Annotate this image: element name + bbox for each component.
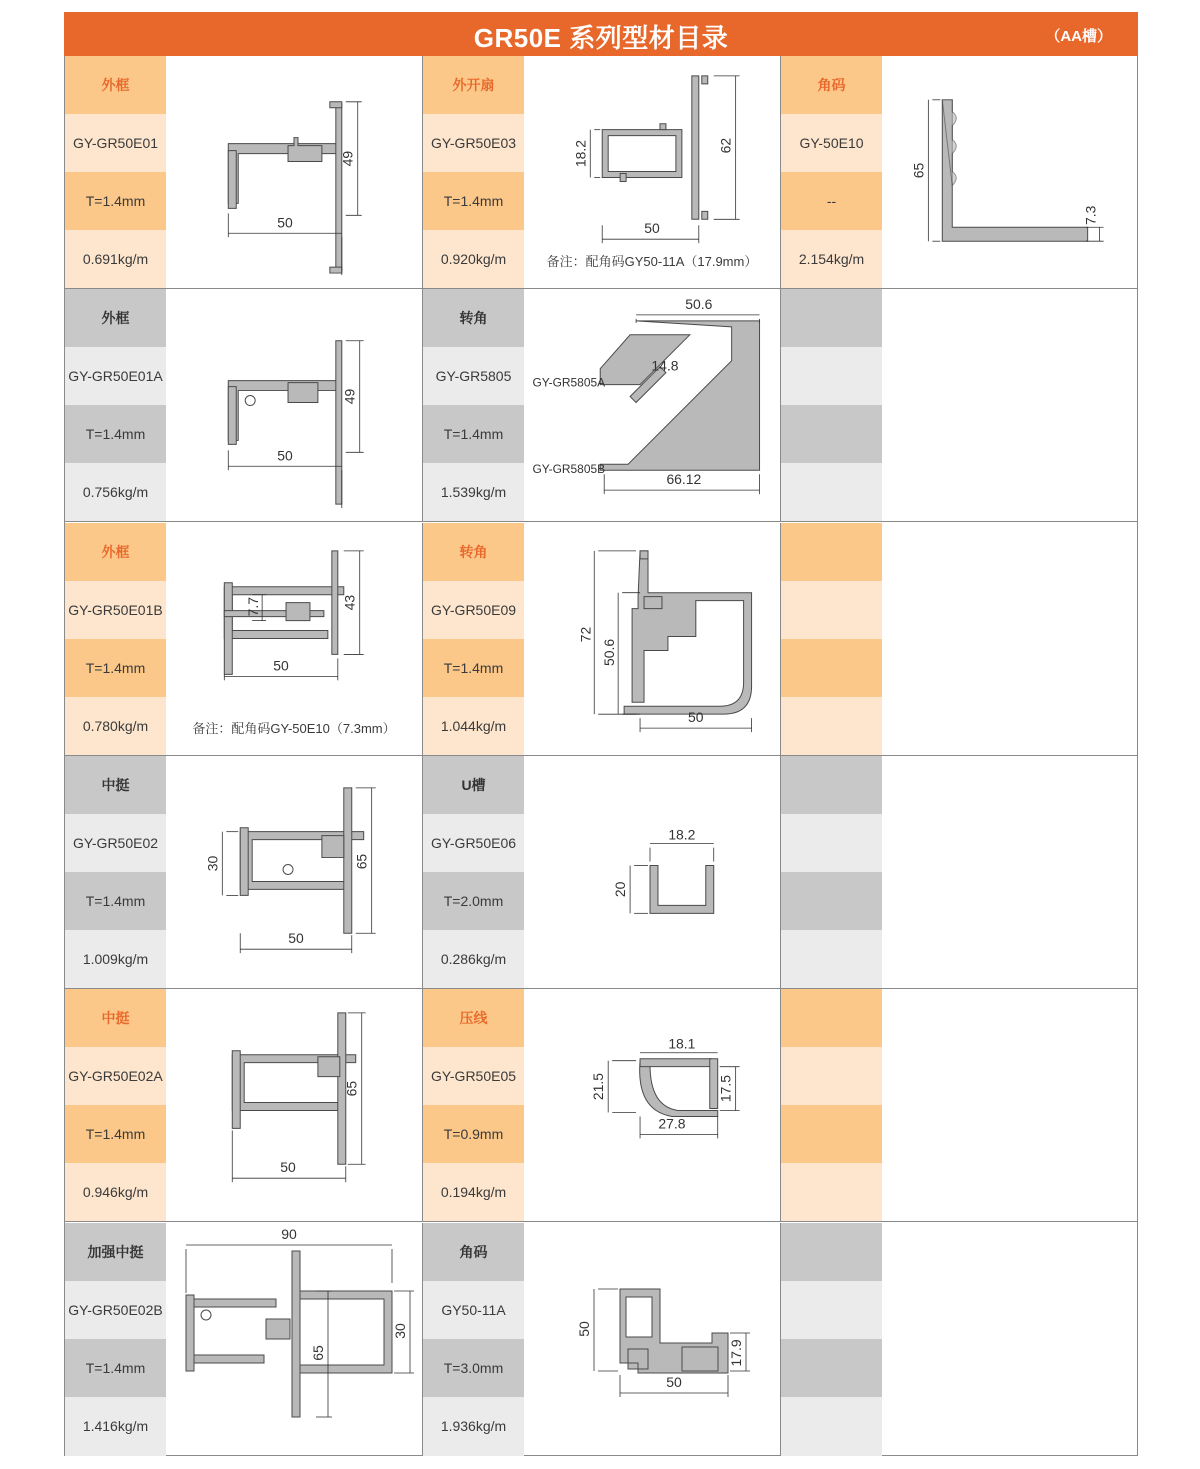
profile-drawing <box>882 989 1138 1221</box>
profile-thickness: T=1.4mm <box>423 172 524 230</box>
catalog-title: GR50E 系列型材目录 <box>473 23 729 53</box>
svg-text:30: 30 <box>204 855 221 872</box>
profile-drawing <box>166 1223 422 1456</box>
svg-text:49: 49 <box>341 389 358 405</box>
profile-weight <box>781 463 882 521</box>
profile-thickness: T=2.0mm <box>423 872 524 930</box>
svg-text:65: 65 <box>910 162 927 179</box>
profile-info <box>423 289 524 521</box>
profile-name <box>781 1223 882 1281</box>
profile-weight: 0.756kg/m <box>65 463 166 521</box>
profile-weight: 0.780kg/m <box>65 697 166 755</box>
profile-weight: 0.946kg/m <box>65 1163 166 1221</box>
svg-text:27.8: 27.8 <box>658 1115 686 1132</box>
profile-code: GY-GR50E06 <box>423 814 524 872</box>
svg-text:50: 50 <box>688 708 704 725</box>
profile-info <box>781 1223 882 1456</box>
profile-drawing <box>524 289 780 521</box>
profile-code: GY-GR50E02 <box>65 814 166 872</box>
profile-code <box>781 1047 882 1105</box>
svg-text:20: 20 <box>612 881 629 898</box>
profile-code <box>781 581 882 639</box>
svg-text:50: 50 <box>280 1159 296 1176</box>
profile-row <box>65 989 1137 1222</box>
profile-cell <box>781 289 1137 521</box>
svg-text:65: 65 <box>310 1344 326 1361</box>
profile-row <box>65 289 1137 522</box>
profile-name <box>781 289 882 347</box>
profile-section-diagram <box>166 989 422 1221</box>
profile-cell <box>781 756 1137 988</box>
profile-cell <box>781 1223 1137 1456</box>
svg-text:GY-GR5805B: GY-GR5805B <box>532 462 606 477</box>
profile-info <box>65 523 166 755</box>
profile-drawing <box>166 756 422 988</box>
profile-cell <box>65 756 423 988</box>
svg-text:66.12: 66.12 <box>666 471 702 488</box>
svg-text:18.2: 18.2 <box>668 826 696 843</box>
profile-name: 外开扇 <box>423 56 524 114</box>
profile-info <box>423 756 524 988</box>
svg-text:65: 65 <box>353 853 370 870</box>
svg-text:50: 50 <box>277 214 293 231</box>
profile-name: 中挺 <box>65 989 166 1047</box>
profile-drawing <box>524 523 780 755</box>
profile-name <box>781 989 882 1047</box>
profile-name: 转角 <box>423 289 524 347</box>
profile-name: 中挺 <box>65 756 166 814</box>
profile-cell <box>65 1223 423 1456</box>
profile-code: GY-GR50E01B <box>65 581 166 639</box>
profile-cell <box>423 1223 781 1456</box>
profile-name: 加强中挺 <box>65 1223 166 1281</box>
profile-info <box>781 756 882 988</box>
profile-drawing <box>882 1223 1138 1456</box>
profile-info <box>423 523 524 755</box>
profile-drawing <box>882 523 1138 755</box>
profile-cell <box>423 989 781 1221</box>
profile-name: 外框 <box>65 523 166 581</box>
catalog-header <box>64 12 1138 56</box>
profile-thickness: T=1.4mm <box>65 1105 166 1163</box>
svg-text:49: 49 <box>339 150 356 167</box>
profile-section-diagram <box>524 523 780 755</box>
profile-code <box>781 347 882 405</box>
profile-thickness: T=1.4mm <box>65 872 166 930</box>
profile-cell <box>781 523 1137 755</box>
profile-drawing <box>524 989 780 1221</box>
profile-drawing <box>166 989 422 1221</box>
profile-cell <box>65 989 423 1221</box>
profile-cell <box>423 56 781 288</box>
svg-text:14.8: 14.8 <box>651 357 679 374</box>
profile-name: 角码 <box>781 56 882 114</box>
profile-thickness: T=1.4mm <box>65 172 166 230</box>
profile-weight <box>781 1163 882 1221</box>
svg-text:90: 90 <box>281 1225 297 1242</box>
profile-drawing <box>524 756 780 988</box>
profile-code: GY-GR50E05 <box>423 1047 524 1105</box>
svg-text:18.2: 18.2 <box>572 140 589 168</box>
profile-row <box>65 756 1137 989</box>
profile-info <box>781 289 882 521</box>
profile-row <box>65 1223 1137 1456</box>
profile-thickness <box>781 872 882 930</box>
profile-cell <box>423 756 781 988</box>
profile-section-diagram <box>166 1223 422 1456</box>
profile-info <box>65 289 166 521</box>
profile-weight: 1.539kg/m <box>423 463 524 521</box>
profile-weight: 1.044kg/m <box>423 697 524 755</box>
profile-thickness: T=1.4mm <box>423 405 524 463</box>
profile-thickness: T=1.4mm <box>65 639 166 697</box>
profile-code: GY-GR50E02B <box>65 1281 166 1339</box>
profile-cell <box>65 523 423 755</box>
svg-text:7.7: 7.7 <box>245 596 262 616</box>
profile-code: GY-GR50E09 <box>423 581 524 639</box>
profile-section-diagram <box>166 56 422 288</box>
profile-code: GY50-11A <box>423 1281 524 1339</box>
profile-code: GY-GR5805 <box>423 347 524 405</box>
profile-section-diagram <box>166 289 422 521</box>
profile-section-diagram <box>524 989 780 1221</box>
profile-name: 外框 <box>65 289 166 347</box>
profile-name <box>781 756 882 814</box>
profile-cell <box>781 989 1137 1221</box>
profile-weight: 0.194kg/m <box>423 1163 524 1221</box>
profile-name: U槽 <box>423 756 524 814</box>
profile-thickness <box>781 405 882 463</box>
profile-info <box>423 989 524 1221</box>
profile-weight: 0.920kg/m <box>423 230 524 288</box>
profile-thickness <box>781 1105 882 1163</box>
profile-drawing <box>166 289 422 521</box>
profile-code: GY-GR50E01 <box>65 114 166 172</box>
svg-text:50: 50 <box>644 220 660 237</box>
profile-row <box>65 56 1137 289</box>
profile-info <box>781 523 882 755</box>
svg-text:18.1: 18.1 <box>668 1035 696 1052</box>
slot-type-tag: （AA槽） <box>1045 28 1112 45</box>
svg-text:50: 50 <box>277 447 293 464</box>
profile-thickness: T=0.9mm <box>423 1105 524 1163</box>
svg-text:65: 65 <box>343 1081 360 1097</box>
svg-text:50.6: 50.6 <box>685 296 713 313</box>
profile-weight: 0.691kg/m <box>65 230 166 288</box>
profile-name: 角码 <box>423 1223 524 1281</box>
profile-thickness: T=1.4mm <box>65 1339 166 1397</box>
profile-thickness: T=3.0mm <box>423 1339 524 1397</box>
profile-cell <box>65 289 423 521</box>
profile-note: 备注：配角码GY-50E10（7.3mm） <box>192 720 396 736</box>
profile-cell <box>65 56 423 288</box>
profile-cell <box>423 289 781 521</box>
profile-thickness: T=1.4mm <box>423 639 524 697</box>
profile-weight: 0.286kg/m <box>423 930 524 988</box>
profile-code: GY-GR50E01A <box>65 347 166 405</box>
profile-weight <box>781 930 882 988</box>
profile-thickness <box>781 639 882 697</box>
profile-info <box>781 56 882 288</box>
svg-text:50: 50 <box>666 1373 682 1390</box>
profile-weight <box>781 697 882 755</box>
profile-drawing <box>524 1223 780 1456</box>
profile-drawing <box>882 756 1138 988</box>
profile-code: GY-GR50E02A <box>65 1047 166 1105</box>
svg-text:50: 50 <box>288 930 304 947</box>
profile-weight: 1.416kg/m <box>65 1397 166 1455</box>
profile-row <box>65 523 1137 756</box>
profile-code <box>781 1281 882 1339</box>
profile-code: GY-GR50E03 <box>423 114 524 172</box>
profile-info <box>423 1223 524 1456</box>
svg-text:72: 72 <box>577 626 594 642</box>
profile-info <box>423 56 524 288</box>
profile-note: 备注：配角码GY50-11A（17.9mm） <box>546 254 758 269</box>
svg-text:17.5: 17.5 <box>717 1075 734 1103</box>
profile-weight: 1.009kg/m <box>65 930 166 988</box>
profile-drawing <box>166 523 422 755</box>
svg-text:30: 30 <box>392 1322 408 1339</box>
profile-info <box>65 1223 166 1456</box>
profile-cell <box>781 56 1137 288</box>
profile-drawing <box>882 56 1138 288</box>
profile-section-diagram <box>166 756 422 988</box>
profile-section-diagram <box>882 56 1138 288</box>
profile-thickness: -- <box>781 172 882 230</box>
profile-section-diagram <box>524 1223 780 1456</box>
profile-section-diagram <box>524 289 780 521</box>
profile-code <box>781 814 882 872</box>
profile-info <box>781 989 882 1221</box>
profile-weight <box>781 1397 882 1455</box>
profile-drawing <box>524 56 780 288</box>
svg-text:17.9: 17.9 <box>728 1338 744 1367</box>
profile-code: GY-50E10 <box>781 114 882 172</box>
svg-text:50: 50 <box>273 656 289 673</box>
svg-text:GY-GR5805A: GY-GR5805A <box>532 375 606 390</box>
svg-text:50: 50 <box>576 1320 592 1337</box>
svg-text:7.3: 7.3 <box>1082 205 1099 225</box>
svg-text:62: 62 <box>717 137 734 154</box>
profile-info <box>65 56 166 288</box>
profile-name: 压线 <box>423 989 524 1047</box>
svg-text:50.6: 50.6 <box>601 638 618 666</box>
svg-text:43: 43 <box>341 594 358 611</box>
profile-thickness: T=1.4mm <box>65 405 166 463</box>
profile-weight: 2.154kg/m <box>781 230 882 288</box>
profile-name: 外框 <box>65 56 166 114</box>
svg-text:21.5: 21.5 <box>590 1073 607 1101</box>
profile-name <box>781 523 882 581</box>
profile-info <box>65 756 166 988</box>
profile-section-diagram <box>524 756 780 988</box>
profile-thickness <box>781 1339 882 1397</box>
profile-drawing <box>882 289 1138 521</box>
profile-name: 转角 <box>423 523 524 581</box>
profile-drawing <box>166 56 422 288</box>
profile-cell <box>423 523 781 755</box>
profile-grid <box>64 56 1138 1456</box>
profile-weight: 1.936kg/m <box>423 1397 524 1455</box>
profile-info <box>65 989 166 1221</box>
